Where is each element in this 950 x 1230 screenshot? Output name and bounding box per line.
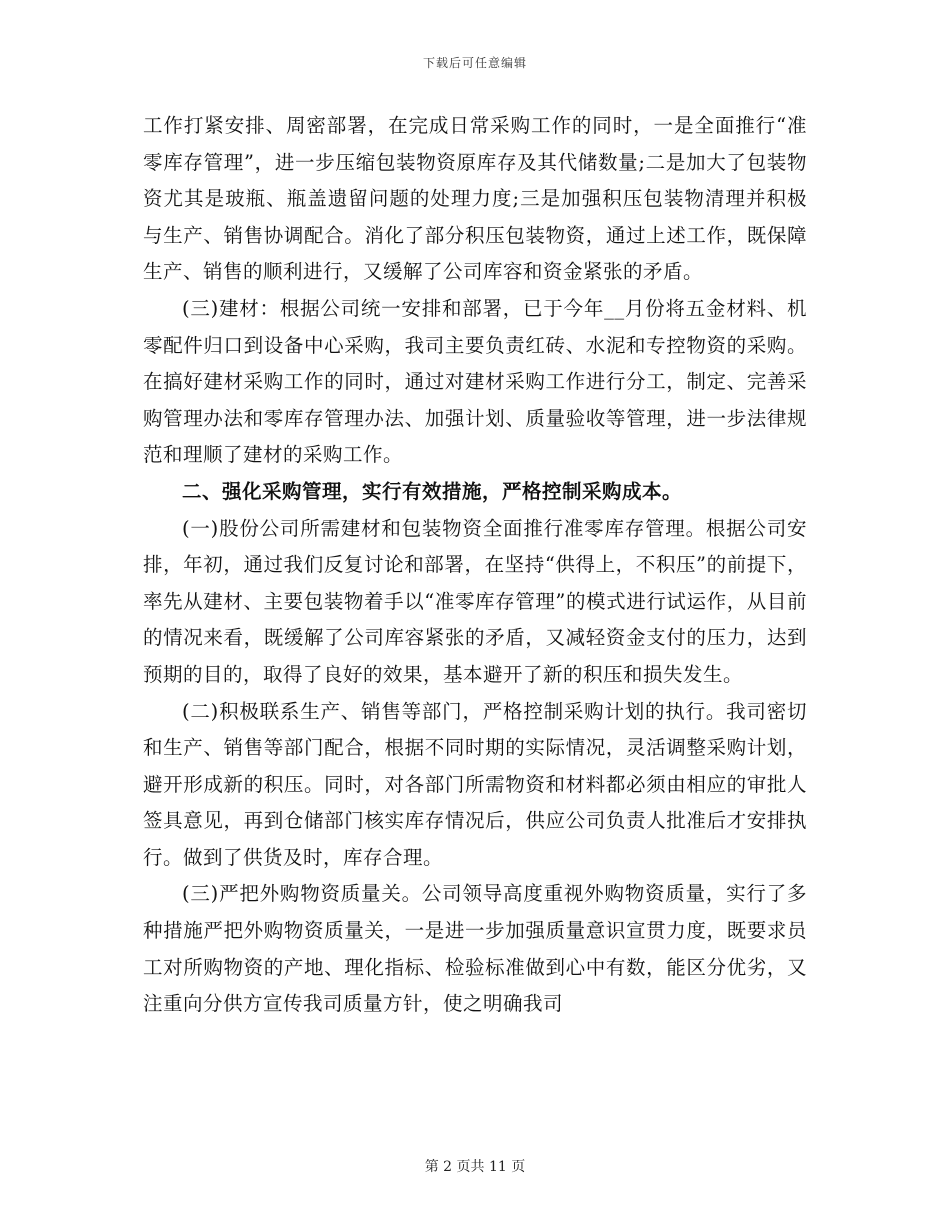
document-body [143,108,807,1023]
paragraph-continuation: 工作打紧安排、周密部署，在完成日常采购工作的同时，一是全面推行“准零库存管理”，进一步压缩包装物资原库存及其代储数量;二是加大了包装物资尤其是玻瓶、瓶盖遗留问题的处理力度;三是加强积压包装物清理并积极与生产、销售协调配合。消化了部分积压包装物资，通过上述工作，既保障生产、销售的顺利进行，又缓解了公司库容和资金紧张的矛盾。 [143,114,807,284]
section-heading: 二、强化采购管理，实行有效措施，严格控制采购成本。 [182,479,683,503]
paragraph-coordination: (二)积极联系生产、销售等部门，严格控制采购计划的执行。我司密切和生产、销售等部门配合，根据不同时期的实际情况，灵活调整采购计划，避开形成新的积压。同时，对各部门所需物资和材料都必须由相应的审批人签具意见，再到仓储部门核实库存情况后，供应公司负责人批准后才安排执行。做到了供货及时，库存合理。 [143,699,807,869]
page-footer: 第 2 页共 11 页 [424,1159,526,1175]
paragraph-building-materials: (三)建材：根据公司统一安排和部署，已于今年__月份将五金材料、机零配件归口到设备中心采购，我司主要负责红砖、水泥和专控物资的采购。在搞好建材采购工作的同时，通过对建材采购工作进行分工，制定、完善采购管理办法和零库存管理办法、加强计划、质量验收等管理，进一步法律规范和理顺了建材的采购工作。 [143,296,807,467]
paragraph-quality-control: (三)严把外购物资质量关。公司领导高度重视外购物资质量，实行了多种措施严把外购物资质量关，一是进一步加强质量意识宣贯力度，既要求员工对所购物资的产地、理化指标、检验标准做到心中有数，能区分优劣，又注重向分供方宣传我司质量方针，使之明确我司 [143,882,807,1016]
page-header: 下载后可任意编辑 [422,56,527,70]
paragraph-zero-inventory: (一)股份公司所需建材和包装物资全面推行准零库存管理。根据公司安排，年初，通过我们反复讨论和部署，在坚持“供得上，不积压”的前提下，率先从建材、主要包装物着手以“准零库存管理”的模式进行试运作，从目前的情况来看，既缓解了公司库容紧张的矛盾，又减轻资金支付的压力，达到预期的目的，取得了良好的效果，基本避开了新的积压和损失发生。 [143,516,807,686]
